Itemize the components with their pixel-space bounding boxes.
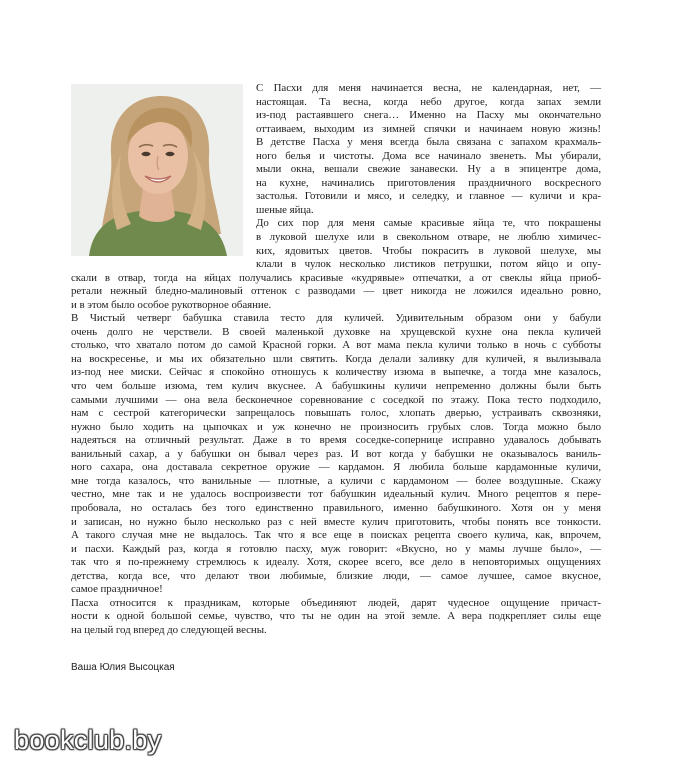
text-line: нам с сестрой категорически запрещалось повышать голос, хлопать дверью, устраивать сквозняки,	[71, 407, 601, 420]
text-line: надеяться на отличный результат. Даже в то время соседке-сопернице исправно удавалось добывать	[71, 434, 601, 447]
text-line: В детстве Пасха у меня всегда была связана с запахом крахмаль-	[256, 136, 601, 149]
text-line: До сих пор для меня самые красивые яйца те, что покрашены	[256, 217, 601, 230]
text-line: застолья. Готовили и мясо, и селедку, и главное — куличи и кра-	[256, 190, 601, 203]
text-line: из-под растаявшего снега… Именно на Пасху мы окончательно	[256, 109, 601, 122]
text-line: на кухне, начинались приготовления праздничного воскресного	[256, 176, 601, 189]
text-line: настоящая. Та весна, когда небо другое, когда запах земли	[256, 95, 601, 108]
text-line: нужно было ходить на цыпочках и уж конечно не произносить грубых слов. Тогда можно было	[71, 420, 601, 433]
portrait-spacer	[71, 82, 256, 268]
text-line: в луковой шелухе или в свекольном отваре, не люблю химичес-	[256, 231, 601, 244]
text-line: шеные яйца.	[256, 203, 314, 216]
text-line: Пасха относится к праздникам, которые объединяют людей, дарят чудесное ощущение причаст-	[71, 596, 601, 609]
paragraph-4	[71, 597, 601, 638]
text-line: клали в чулок несколько листиков петрушки, потом яйцо и опу-	[256, 258, 601, 271]
site-watermark: bookclub.by	[14, 725, 162, 755]
text-line: детства, когда все, что делают твои любимые, близкие люди, — самое лучшее, самое вкусное,	[71, 569, 601, 582]
text-line: А такого случая мне не выдалось. Так что я все еще в поисках рецепта своего кулича, как, впрочем,	[71, 529, 601, 542]
text-line: ного сахара, она доставала секретное оружие — кардамон. Я любила больше кардамонные куличи,	[71, 461, 601, 474]
text-line: и пасхи. Каждый раз, когда я готовлю пасху, муж говорит: «Вкусно, но у мамы лучше было», —	[71, 542, 601, 555]
text-line: и в этом было особое рукотворное обаяние.	[71, 298, 272, 311]
text-line: ванильный сахар, а у бабушки он бывал через раз. И вот когда у бабушки не оказывалось ваниль-	[71, 447, 601, 460]
text-line: В Чистый четверг бабушка ставила тесто для куличей. Удивительным образом они у бабули	[71, 312, 601, 325]
text-line: так что я по-прежнему стремлюсь к идеалу. Хотя, скорее всего, все дело в неповторимых ощущениях	[71, 556, 601, 569]
text-line: оттаиваем, выходим из зимней спячки и начинаем новую жизнь!	[256, 122, 601, 135]
text-line: мне тогда казалось, что ванильные — плотные, а куличи с кардамоном — более воздушные. Скажу	[71, 474, 601, 487]
text-line: на воскресенье, и мы их обязательно шли святить. Когда делали заливку для куличей, я вылизывала	[71, 352, 601, 365]
text-line: ретали нежный бледно-малиновый оттенок с разводами — цвет никогда не ложился идеально ровно,	[71, 285, 601, 298]
text-line: ких, ядовитых цветов. Чтобы покрасить в луковой шелухе, мы	[256, 244, 601, 257]
paragraph-3	[71, 312, 601, 596]
author-signature: Ваша Юлия Высоцкая	[71, 662, 175, 673]
text-line: самое праздничное!	[71, 583, 163, 596]
text-line: ности к одной большой семье, чувство, что ты не один на этой земле. А вера подкрепляет силы еще	[71, 610, 601, 623]
text-line: скали в отвар, тогда на яйцах получались красивые «кудрявые» отпечатки, а от свеклы яйца приоб-	[71, 271, 601, 284]
text-line: мыли окна, вешали свежие занавески. Ну а в эпицентре дома,	[256, 163, 601, 176]
article-text	[71, 82, 601, 637]
text-line: самыми лучшими — она вела бесконечное соревнование с соседкой по этажу. Пока тесто подходило,	[71, 393, 601, 406]
text-line: честно, мне так и не удалось воспроизвести тот бабушкин идеальный кулич. Много рецептов я пере-	[71, 488, 601, 501]
text-line: что чем больше изюма, тем кулич вкуснее. А бабушкины куличи непременно должны были быть	[71, 380, 601, 393]
text-line: пробовала, но осталась без того единственно правильного, именно бабушкиного. Хотя он у меня	[71, 501, 601, 514]
text-line: столько, что хватало потом до самой Красной горки. А вот мама пекла куличи только в ночь с субботы	[71, 339, 601, 352]
text-line: ного белья и чистоты. Дома все начинало звенеть. Мы убирали,	[256, 149, 601, 162]
text-line: и записан, но нужно было несколько раз с ней вместе кулич приготовить, чтобы понять все тонкости.	[71, 515, 601, 528]
text-line: из-под нее миски. Сейчас я спокойно отношусь к количеству изюма в выпечке, а тогда мне казалось,	[71, 366, 601, 379]
text-line: С Пасхи для меня начинается весна, не календарная, нет, —	[256, 82, 601, 94]
text-line: на целый год вперед до следующей весны.	[71, 623, 267, 636]
text-line: очень долго не черствели. В своей маленькой духовке на хрущевской кухне она пекла куличей	[71, 325, 601, 338]
